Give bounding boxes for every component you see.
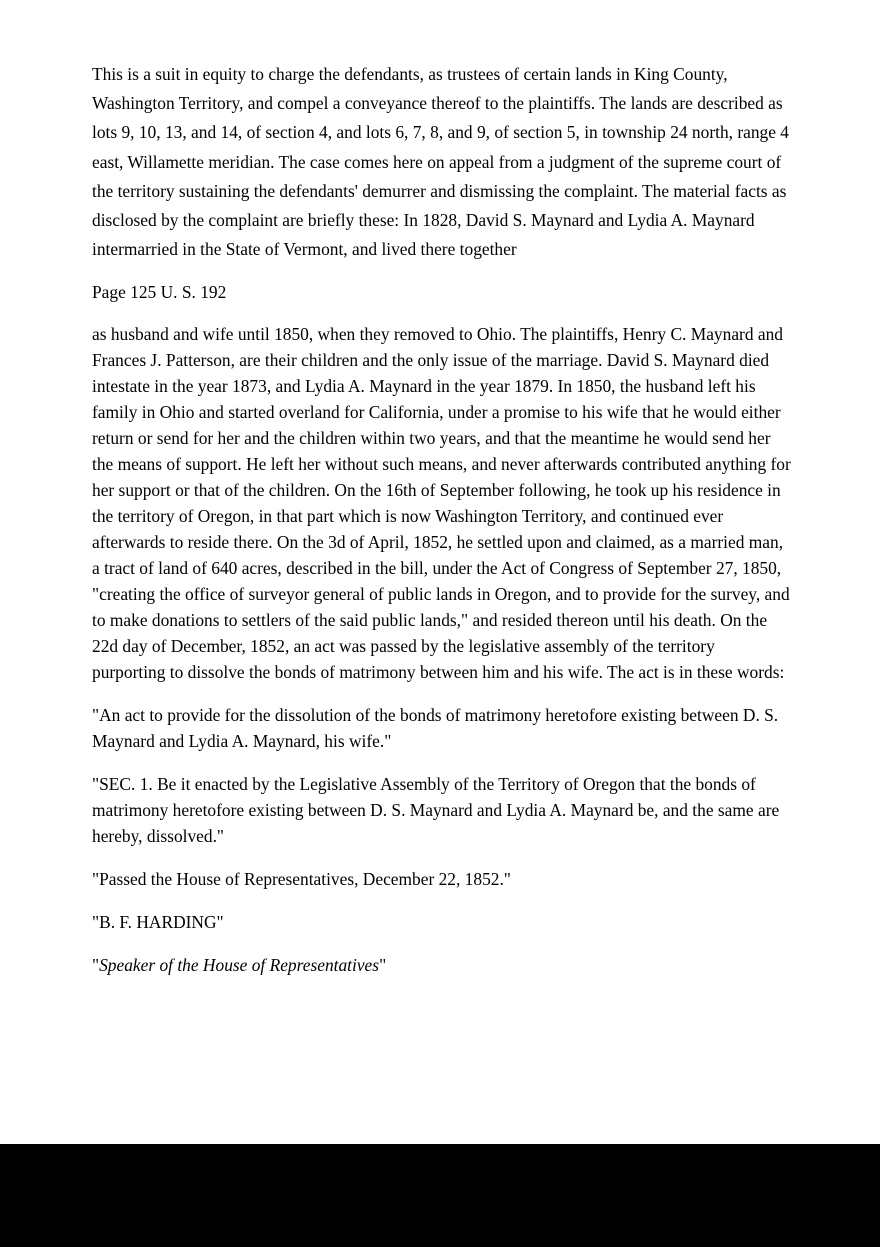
paragraph-act-section-1: "SEC. 1. Be it enacted by the Legislative Assembly of the Territory of Oregon that the bonds of matrimony heretofore existing between D. S. Maynard and Lydia A. Maynard be, and the same are hereby, dissolved." (92, 774, 780, 847)
paragraph-main-facts: as husband and wife until 1850, when they removed to Ohio. The plaintiffs, Henry C. Maynard and Frances J. Patterson, are their children and the only issue of the marriage. David S. Maynard died intestate in the year 1873, and Lydia A. Maynard in the year 1879. In 1850, the husband left his family in Ohio and started overland for California, under a promise to his wife that he would either return or send for her and the children within two years, and that the meantime he would send her the means of support. He left her without such means, and never afterwards contributed anything for her support or that of the children. On the 16th of September following, he took up his residence in the territory of Oregon, in that part which is now Washington Territory, and continued ever afterwards to reside there. On the 3d of April, 1852, he settled upon and claimed, as a married man, a tract of land of 640 acres, described in the bill, under the Act of Congress of September 27, 1850, "creating the office of surveyor general of public lands in Oregon, and to provide for the survey, and to make donations to settlers of the said public lands," and resided thereon until his death. On the 22d day of December, 1852, an act was passed by the legislative assembly of the territory purporting to dissolve the bonds of matrimony between him and his wife. The act is in these words: (92, 324, 791, 683)
paragraph-passage-note: "Passed the House of Representatives, December 22, 1852." (92, 869, 511, 890)
signature-name: "B. F. HARDING" (92, 912, 224, 933)
signature-title-close-quote: " (379, 955, 387, 976)
signature-title-open-quote: " (92, 955, 100, 976)
document-text-column (92, 60, 792, 978)
signature-title-text: Speaker of the House of Representatives (99, 955, 380, 976)
signature-title (92, 952, 792, 978)
footer-black-bar (0, 1144, 880, 1247)
paragraph-lead: This is a suit in equity to charge the defendants, as trustees of certain lands in King County, Washington Territory, and compel a conveyance thereof to the plaintiffs. The lands are described as lots 9, 10, 13, and 14, of section 4, and lots 6, 7, 8, and 9, of section 5, in township 24 north, range 4 east, Willamette meridian. The case comes here on appeal from a judgment of the supreme court of the territory sustaining the defendants' demurrer and dismissing the complaint. The material facts as disclosed by the complaint are briefly these: In 1828, David S. Maynard and Lydia A. Maynard intermarried in the State of Vermont, and lived there together (92, 64, 789, 260)
paragraph-act-title: "An act to provide for the dissolution of the bonds of matrimony heretofore existing between D. S. Maynard and Lydia A. Maynard, his wife." (92, 705, 779, 752)
page-reference: Page 125 U. S. 192 (92, 282, 227, 303)
